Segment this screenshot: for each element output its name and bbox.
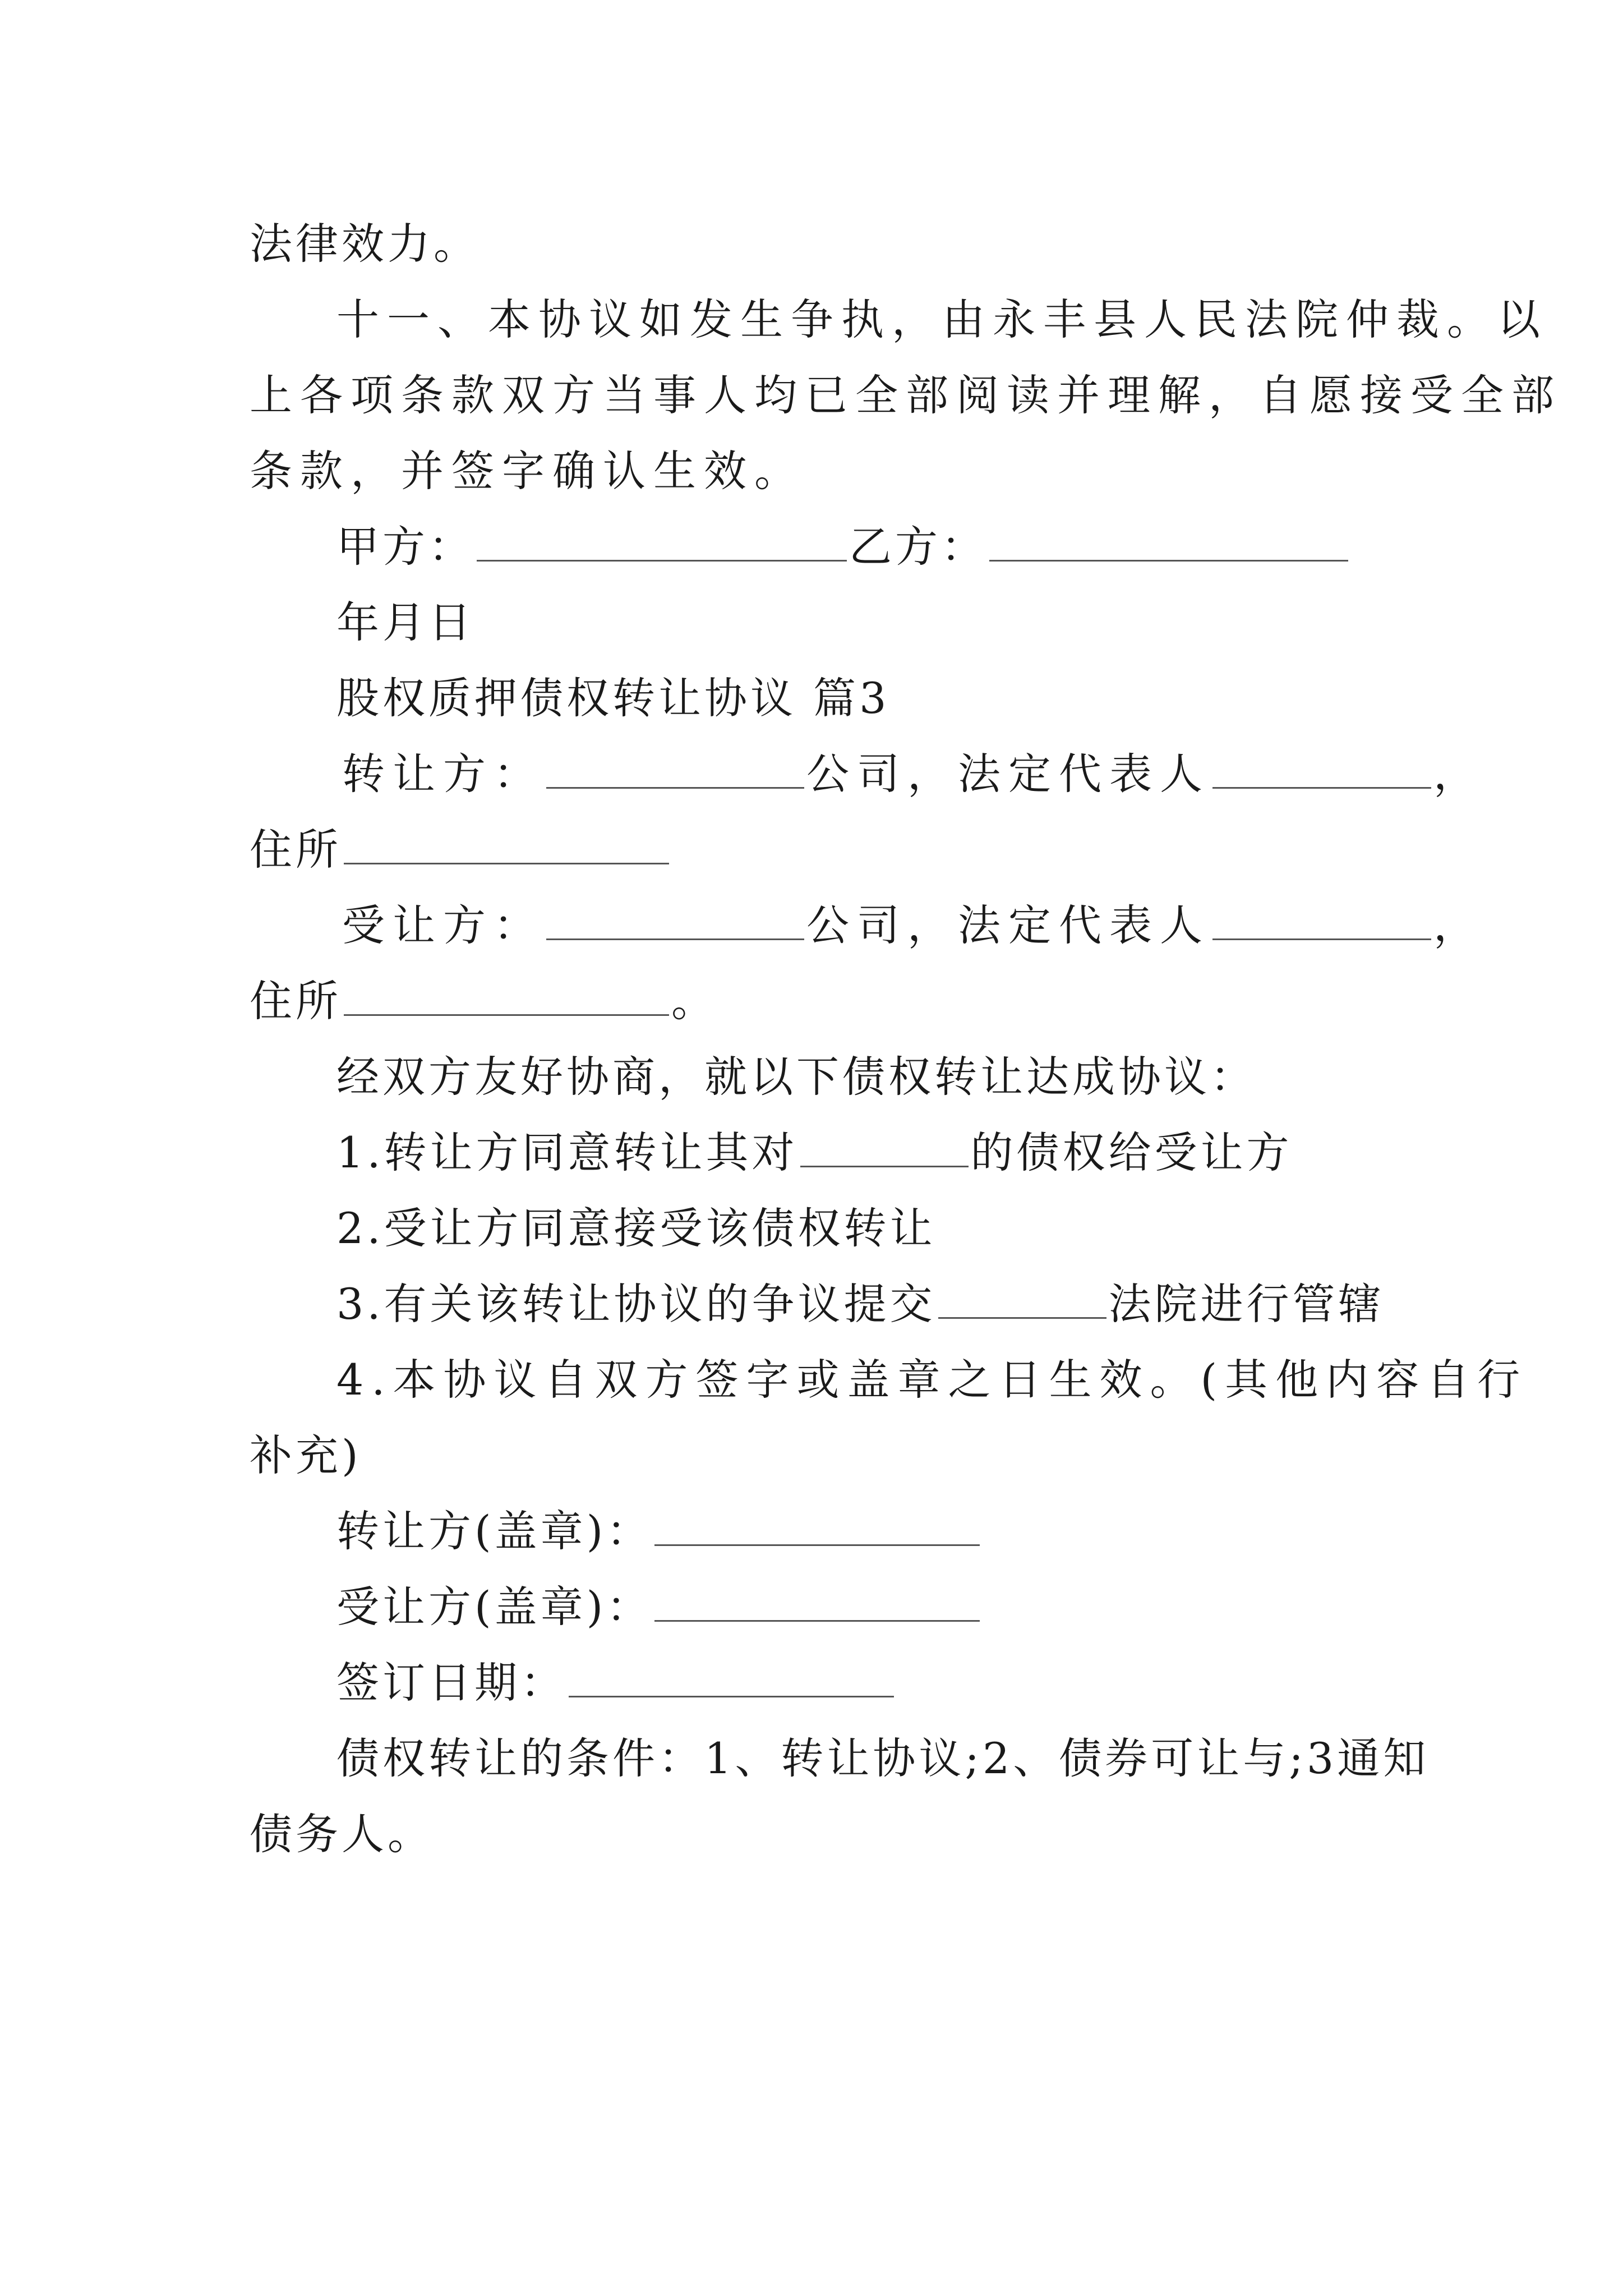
transferor-company: 公司，法定代表人 (806, 749, 1210, 799)
transferor-address-label: 住所 (250, 825, 342, 875)
transferor-comma: ， (1433, 749, 1484, 799)
sign-date-label: 签订日期： (336, 1658, 566, 1708)
transferee-representative-blank (1212, 905, 1431, 940)
party-b-blank (989, 526, 1348, 562)
transferor-label: 转让方： (342, 749, 544, 799)
text-line-2: 十一、本协议如发生争执，由永丰县人民法院仲裁。以 (336, 295, 1548, 344)
transferee-comma: ， (1433, 900, 1484, 950)
clause-3 (336, 1271, 1385, 1338)
party-b-label: 乙方： (849, 522, 987, 572)
sign-date-blank (569, 1662, 894, 1697)
conditions-line-1: 债权转让的条件：1、转让协议;2、债券可让与;3通知 (336, 1733, 1430, 1783)
transferor-company-blank (546, 753, 804, 789)
clause-4-line-2: 补充) (250, 1430, 362, 1480)
transferor-seal-blank (654, 1511, 980, 1546)
conditions-line-2: 债务人。 (250, 1809, 434, 1859)
section-title: 股权质押债权转让协议 篇3 (336, 673, 890, 723)
party-a-label: 甲方： (336, 522, 474, 572)
clause-3-post: 法院进行管辖 (1108, 1279, 1385, 1329)
clause-1-pre: 1.转让方同意转让其对 (336, 1128, 798, 1177)
transferor-address-blank (344, 829, 669, 864)
text-line-4: 条款，并签字确认生效。 (250, 446, 805, 496)
date-line: 年月日 (336, 597, 474, 647)
sign-date-line (336, 1649, 896, 1717)
transferor-address-line (250, 816, 671, 884)
transferee-period: 。 (671, 976, 717, 1026)
clause-1-post: 的债权给受让方 (970, 1128, 1293, 1177)
transferee-address-line (250, 968, 717, 1035)
clause-3-pre: 3.有关该转让协议的争议提交 (336, 1279, 936, 1329)
party-a-blank (477, 526, 847, 562)
clause-1-blank (800, 1132, 969, 1167)
transferee-line (342, 892, 1484, 959)
transferor-seal-label: 转让方(盖章)： (336, 1506, 653, 1556)
transferee-address-label: 住所 (250, 976, 342, 1026)
transferee-seal-label: 受让方(盖章)： (336, 1582, 653, 1632)
party-signature-line (336, 513, 1350, 581)
transferee-seal-line (336, 1573, 982, 1641)
transferor-representative-blank (1212, 753, 1431, 789)
transferee-company: 公司，法定代表人 (806, 900, 1210, 950)
intro-line: 经双方友好协商，就以下债权转让达成协议： (336, 1052, 1256, 1102)
transferee-seal-blank (654, 1586, 980, 1622)
clause-1 (336, 1119, 1293, 1186)
transferee-label: 受让方： (342, 900, 544, 950)
clause-3-blank (938, 1283, 1106, 1319)
text-line-3: 上各项条款双方当事人均已全部阅读并理解，自愿接受全部 (250, 370, 1562, 420)
transferee-company-blank (546, 905, 804, 940)
text-line-1: 法律效力。 (250, 219, 479, 269)
transferor-line (342, 740, 1484, 808)
transferor-seal-line (336, 1498, 982, 1565)
transferee-address-blank (344, 981, 669, 1016)
clause-4-line-1: 4.本协议自双方签字或盖章之日生效。(其他内容自行 (336, 1355, 1528, 1405)
clause-2: 2.受让方同意接受该债权转让 (336, 1203, 936, 1253)
